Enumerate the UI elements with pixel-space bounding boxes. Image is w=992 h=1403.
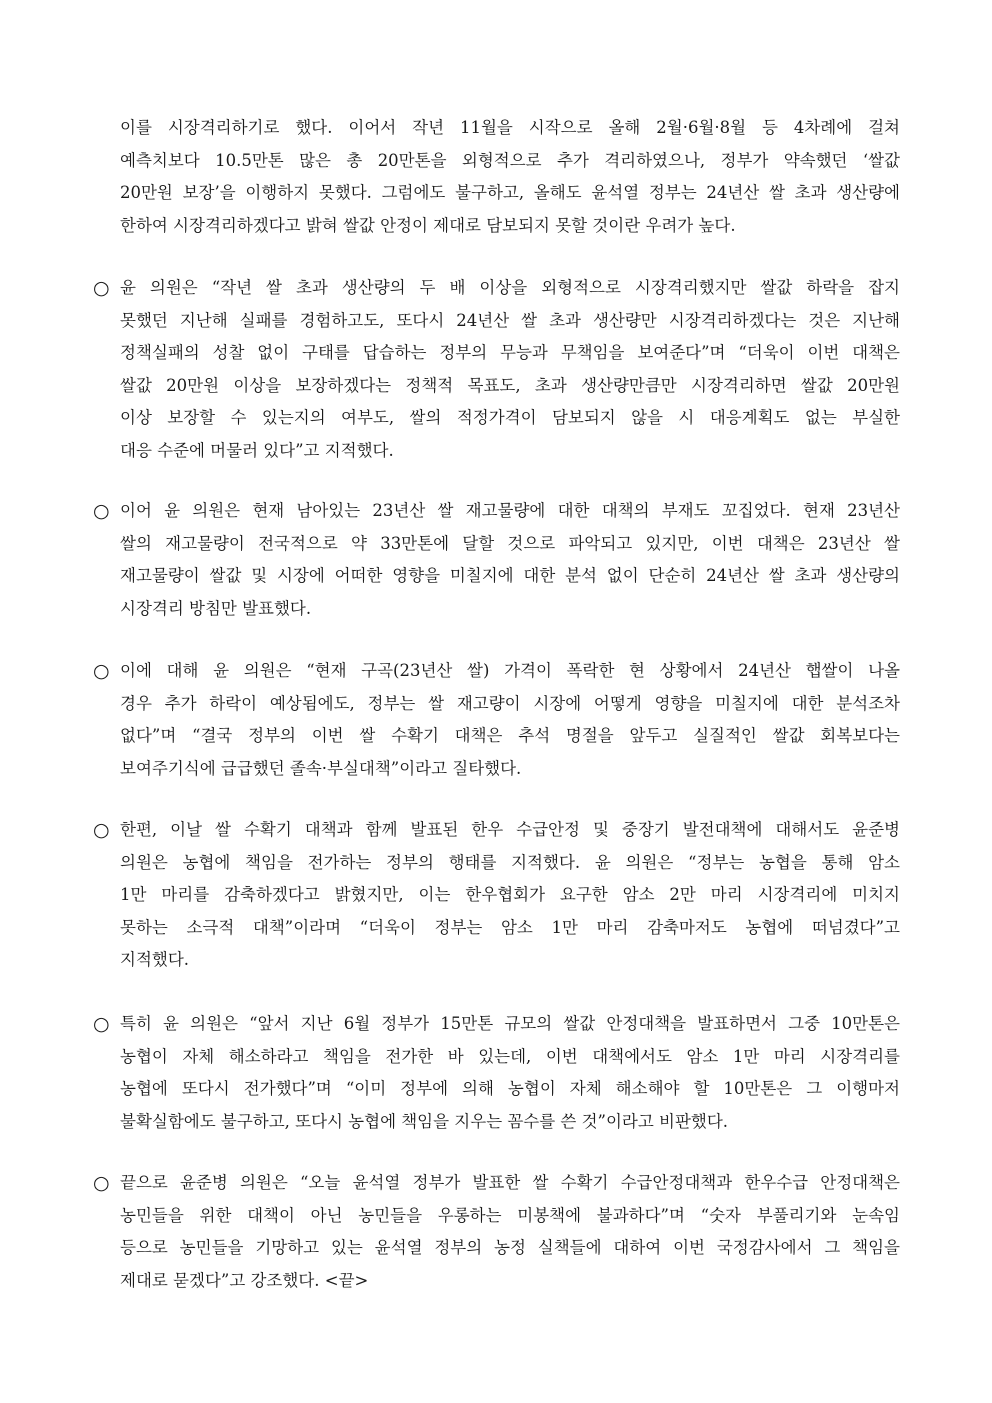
intro-paragraph [90,112,900,242]
text-line: 없다”며 “결국 정부의 이번 쌀 수확기 대책은 추석 명절을 앞두고 실질적인 쌀값 회복보다는 [120,726,900,745]
text-line: 쌀의 재고물량이 전국적으로 약 33만톤에 달할 것으로 파악되고 있지만, 이번 대책은 23년산 쌀 [120,533,900,553]
bullet-paragraph-4 [90,814,900,977]
text-line: ○ 이어 윤 의원은 현재 남아있는 23년산 쌀 재고물량에 대한 대책의 부재도 꼬집었다. 현재 23년산 [90,495,900,528]
text-line: 20만원 보장’을 이행하지 못했다. 그럼에도 불구하고, 올해도 윤석열 정부는 24년산 쌀 초과 생산량에 [120,183,900,202]
text-line: 불확실함에도 불구하고, 또다시 농협에 책임을 지우는 꼼수를 쓴 것”이라고 비판했다. [120,1111,729,1131]
text-line: 지적했다. [120,950,190,969]
circle-bullet-icon: ○ [93,277,110,299]
text-line: ○ 윤 의원은 “작년 쌀 초과 생산량의 두 배 이상을 외형적으로 시장격리했지만 쌀값 하락을 잡지 [90,272,900,305]
text-line: 못했던 지난해 실패를 경험하고도, 또다시 24년산 쌀 초과 생산량만 시장격리하겠다는 것은 지난해 [120,310,900,330]
text-line: 1만 마리를 감축하겠다고 밝혔지만, 이는 한우협회가 요구한 암소 2만 마리 시장격리에 미치지 [120,885,900,904]
bullet-paragraph-6 [90,1167,900,1297]
text-line: 대응 수준에 머물러 있다”고 지적했다. [120,440,394,460]
text-line: 정책실패의 성찰 없이 구태를 답습하는 정부의 무능과 무책임을 보여준다”며 “더욱이 이번 대책은 [120,343,900,362]
text-line: 농협이 자체 해소하라고 책임을 전가한 바 있는데, 이번 대책에서도 암소 1만 마리 시장격리를 [120,1046,900,1066]
text-line: 이상 보장할 수 있는지의 여부도, 쌀의 적정가격이 담보되지 않을 시 대응계획도 없는 부실한 [120,408,900,427]
bullet-paragraph-3 [90,655,900,785]
text-line: ○ 한편, 이날 쌀 수확기 대책과 함께 발표된 한우 수급안정 및 중장기 발전대책에 대해서도 윤준병 [90,814,900,847]
text-line: 예측치보다 10.5만톤 많은 총 20만톤을 외형적으로 추가 격리하였으나, 정부가 약속했던 ‘쌀값 [120,150,900,170]
circle-bullet-icon: ○ [93,500,110,522]
text-line: ○ 끝으로 윤준병 의원은 “오늘 윤석열 정부가 발표한 쌀 수확기 수급안정대책과 한우수급 안정대책은 [90,1167,900,1200]
text-line: 이를 시장격리하기로 했다. 이어서 작년 11월을 시작으로 올해 2월·6월·8월 등 4차례에 걸쳐 [120,118,900,137]
text-line: 농민들을 위한 대책이 아닌 농민들을 우롱하는 미봉책에 불과하다”며 “숫자 부풀리기와 눈속임 [120,1205,900,1225]
text-line: 쌀값 20만원 이상을 보장하겠다는 정책적 목표도, 초과 생산량만큼만 시장격리하면 쌀값 20만원 [120,375,900,395]
circle-bullet-icon: ○ [93,1013,110,1035]
text-line: ○ 이에 대해 윤 의원은 “현재 구곡(23년산 쌀) 가격이 폭락한 현 상황에서 24년산 햅쌀이 나올 [90,655,900,688]
text-line: 경우 추가 하락이 예상됨에도, 정부는 쌀 재고량이 시장에 어떻게 영향을 미칠지에 대한 분석조차 [120,693,900,713]
text-line: 한하여 시장격리하겠다고 밝혀 쌀값 안정이 제대로 담보되지 못할 것이란 우려가 높다. [120,215,736,235]
text-line: ○ 특히 윤 의원은 “앞서 지난 6월 정부가 15만톤 규모의 쌀값 안정대책을 발표하면서 그중 10만톤은 [90,1008,900,1041]
text-line: 등으로 농민들을 기망하고 있는 윤석열 정부의 농정 실책들에 대하여 이번 국정감사에서 그 책임을 [120,1238,900,1257]
circle-bullet-icon: ○ [93,660,110,682]
circle-bullet-icon: ○ [93,1172,110,1194]
bullet-paragraph-1 [90,272,900,467]
text-line: 못하는 소극적 대책”이라며 “더욱이 정부는 암소 1만 마리 감축마저도 농협에 떠넘겼다”고 [120,917,900,937]
bullet-paragraph-5 [90,1008,900,1138]
text-line: 보여주기식에 급급했던 졸속·부실대책”이라고 질타했다. [120,758,522,778]
text-line: 제대로 묻겠다”고 강조했다. <끝> [120,1270,369,1290]
text-line: 재고물량이 쌀값 및 시장에 어떠한 영향을 미칠지에 대한 분석 없이 단순히 24년산 쌀 초과 생산량의 [120,566,900,585]
circle-bullet-icon: ○ [93,819,110,841]
text-line: 시장격리 방침만 발표했다. [120,598,312,618]
bullet-paragraph-2 [90,495,900,625]
text-line: 농협에 또다시 전가했다”며 “이미 정부에 의해 농협이 자체 해소해야 할 10만톤은 그 이행마저 [120,1079,900,1098]
text-line: 의원은 농협에 책임을 전가하는 정부의 행태를 지적했다. 윤 의원은 “정부는 농협을 통해 암소 [120,852,900,872]
